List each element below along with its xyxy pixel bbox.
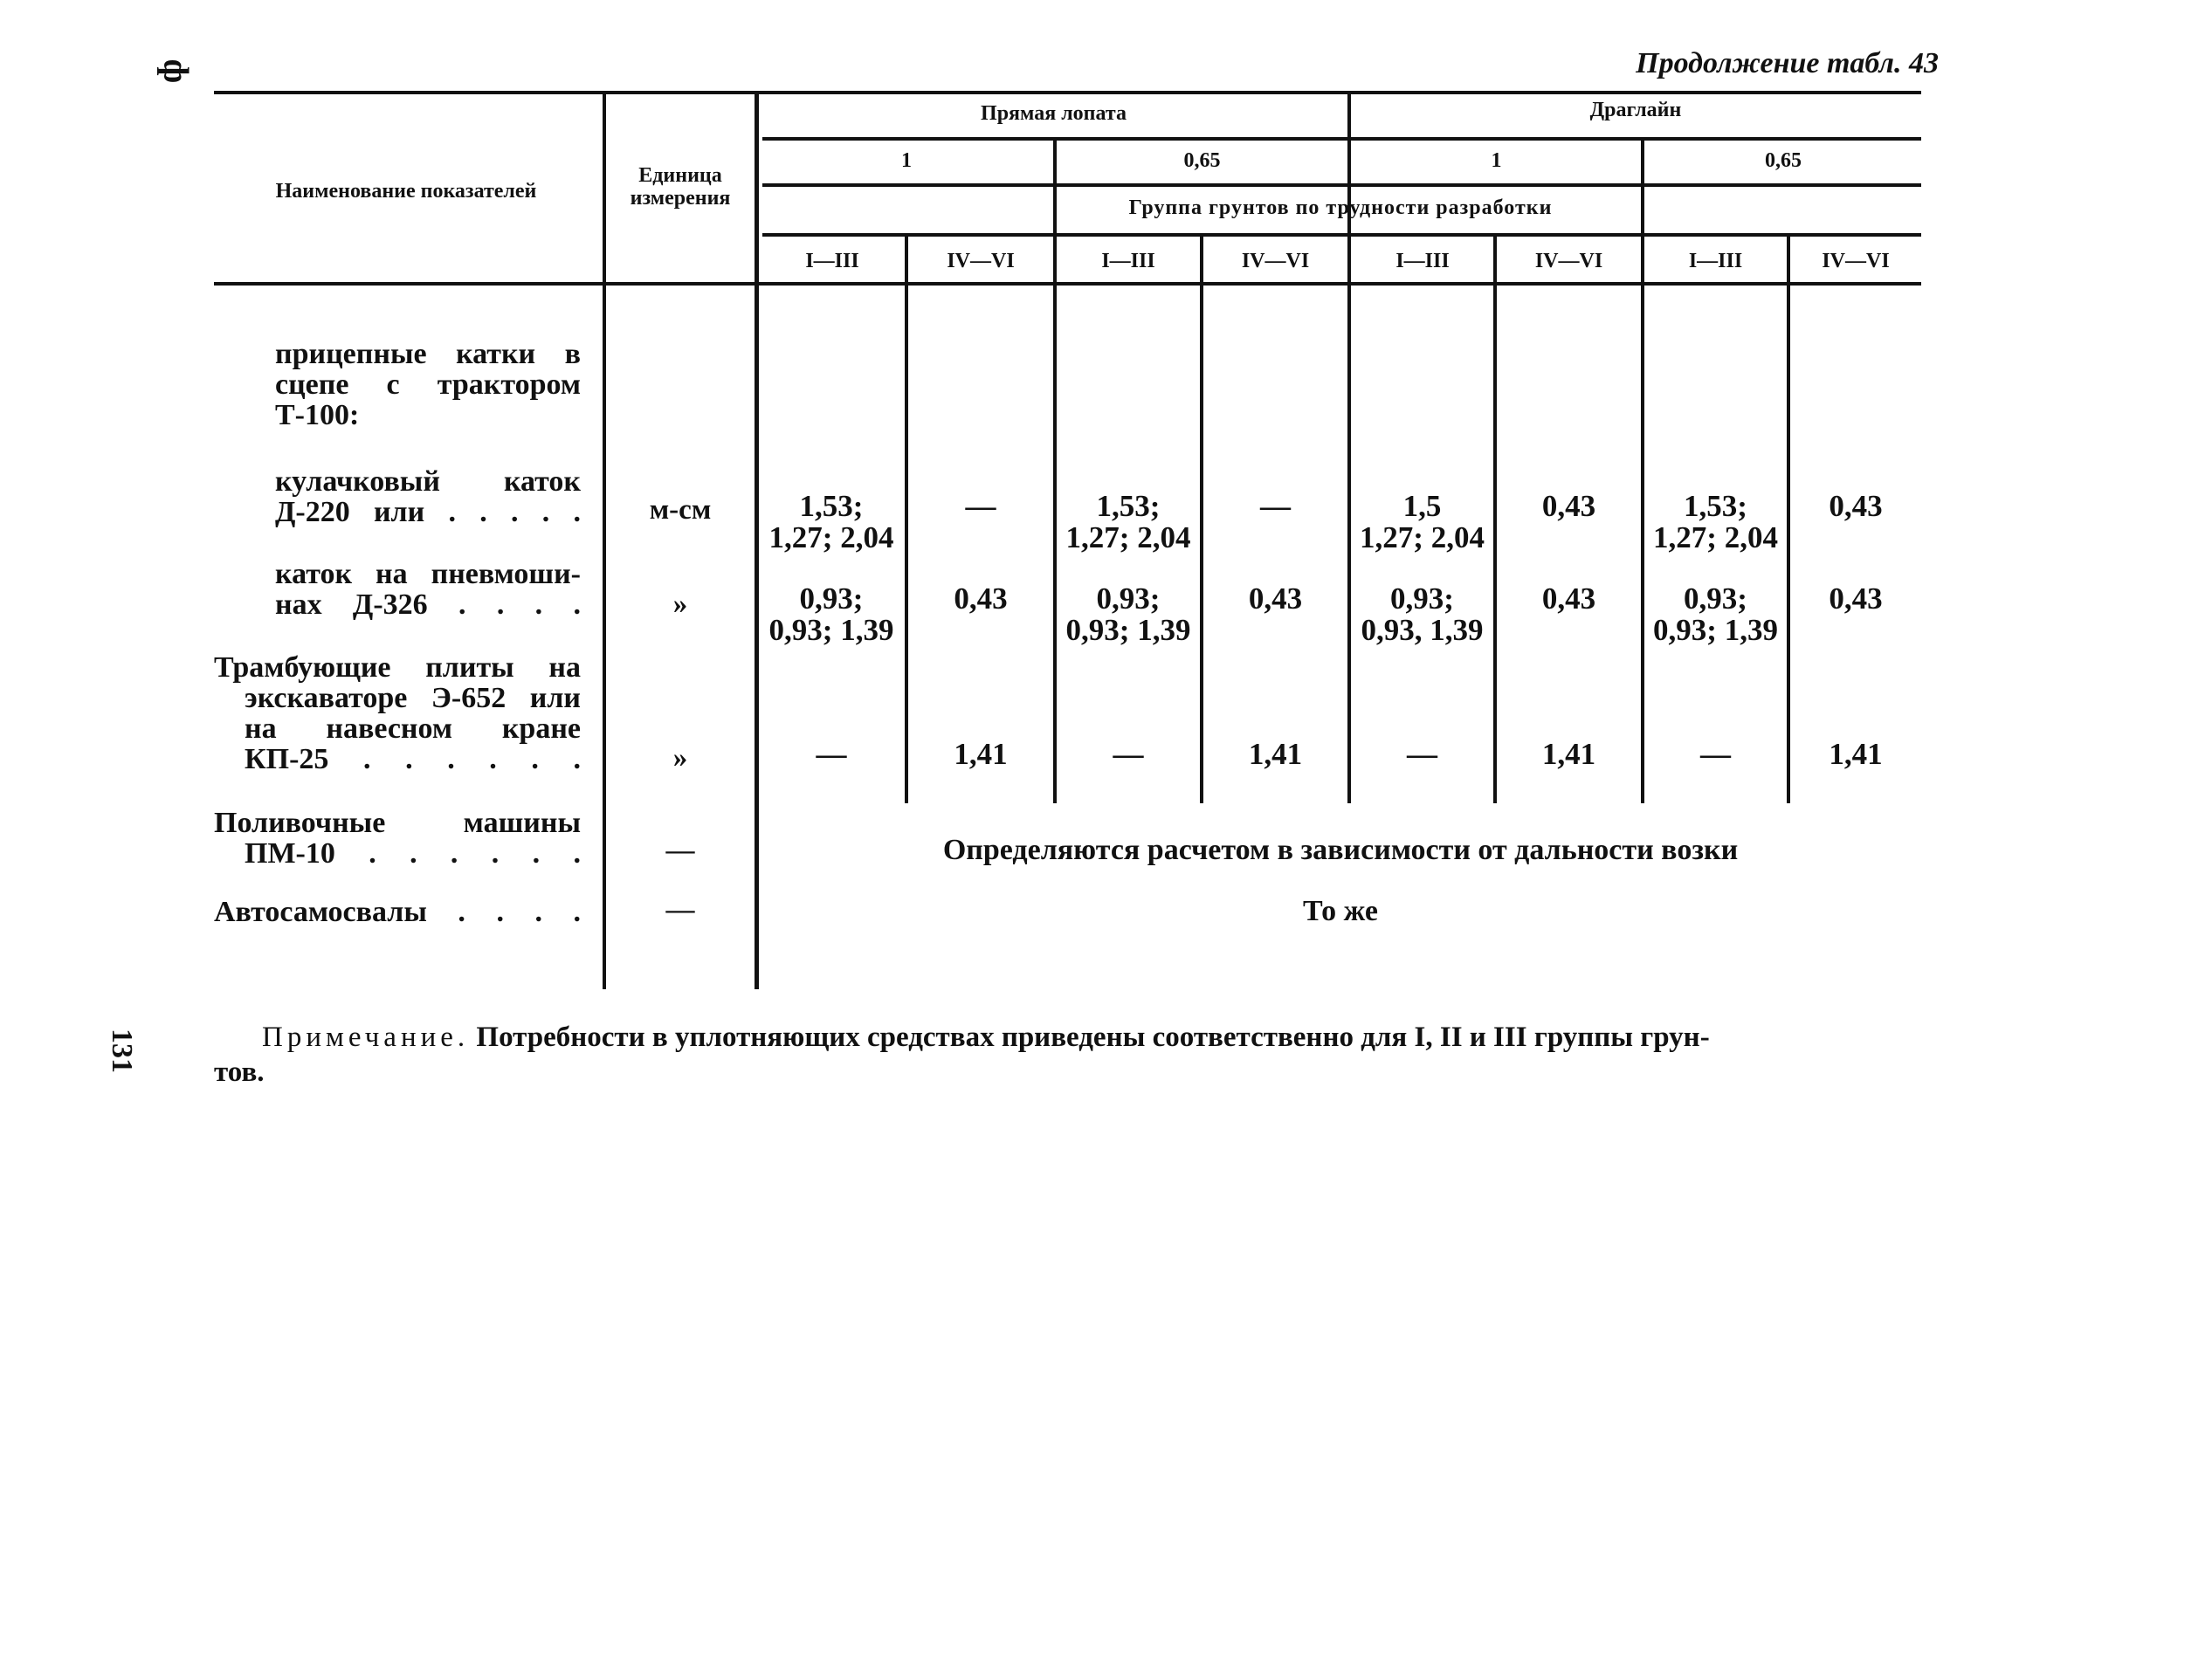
- row-watering-line2: ПМ-10 . . . . . .: [245, 837, 581, 870]
- rule-col-7: [1641, 139, 1644, 803]
- pn-cell-7-b: 0,93; 1,39: [1653, 613, 1778, 647]
- tp-cell-2: 1,41: [954, 737, 1008, 771]
- rule-header-bottom: [214, 282, 1921, 286]
- header-straight-shovel: Прямая лопата: [981, 102, 1127, 125]
- row-tamping-line4: КП-25 . . . . . .: [245, 743, 581, 775]
- cam-cell-1: [758, 491, 905, 554]
- pn-cell-5: [1351, 583, 1493, 646]
- pn-cell-6: [1497, 583, 1641, 615]
- pn-cell-1-b: 0,93; 1,39: [768, 613, 894, 647]
- header-soil-8: IV—VI: [1822, 250, 1890, 272]
- header-bucket-1-a: 1: [901, 149, 912, 172]
- cam-cell-3-b: 1,27; 2,04: [1065, 520, 1191, 554]
- pn-cell-5-a: 0,93;: [1390, 581, 1454, 616]
- row-dumpers-line1: Автосамосвалы . . . .: [214, 896, 581, 928]
- row-watering-line1: Поливочные машины: [214, 807, 581, 839]
- cam-cell-2-a: —: [965, 489, 996, 523]
- rule-soil: [762, 233, 1921, 237]
- header-name-col: Наименование показателей: [275, 180, 537, 203]
- header-unit-col: [608, 164, 753, 210]
- row-intro-line1: прицепные катки в: [275, 338, 581, 370]
- cam-cell-7-b: 1,27; 2,04: [1653, 520, 1778, 554]
- header-soil-group: Группа грунтов по трудности разработки: [1128, 196, 1553, 219]
- footnote-line2: тов.: [214, 1056, 265, 1088]
- rule-col-3: [1053, 139, 1057, 803]
- footnote-lead: Примечание.: [262, 1022, 470, 1053]
- header-dragline: Драглайн: [1589, 99, 1682, 121]
- pn-cell-8: [1790, 583, 1921, 615]
- row-pneumatic-line2: нах Д-326 . . . .: [275, 588, 581, 621]
- cam-cell-8: [1790, 491, 1921, 522]
- tp-cell-8: 1,41: [1829, 737, 1883, 771]
- row-dumpers-unit: —: [665, 894, 695, 926]
- pn-cell-7-a: 0,93;: [1684, 581, 1747, 616]
- continuation-title: Продолжение табл. 43: [1636, 47, 1939, 79]
- row-watering-label: [214, 808, 581, 869]
- rule-bucket: [762, 183, 1921, 187]
- row-pneumatic-label: [275, 559, 581, 620]
- tp-cell-6: 1,41: [1541, 737, 1596, 771]
- cam-cell-7-a: 1,53;: [1684, 489, 1747, 523]
- pn-cell-1: [758, 583, 905, 646]
- row-pneumatic-line1: каток на пневмоши-: [275, 558, 581, 590]
- row-cam-roller-line2: Д-220 или . . . . .: [275, 496, 581, 528]
- footnote: [214, 1020, 1921, 1090]
- page-number: 131: [106, 1029, 138, 1073]
- cam-cell-7: [1644, 491, 1787, 554]
- cam-cell-4: [1203, 491, 1347, 522]
- pn-cell-4: [1203, 583, 1347, 615]
- tp-cell-3: —: [1113, 737, 1144, 771]
- row-tamping-line3: на навесном кране: [245, 712, 581, 745]
- cam-cell-2: [908, 491, 1053, 522]
- cam-cell-6: [1497, 491, 1641, 522]
- cam-cell-5: [1351, 491, 1493, 554]
- header-soil-3: I—III: [1101, 250, 1155, 272]
- cam-cell-6-a: 0,43: [1541, 489, 1596, 523]
- row-intro-line3: Т-100:: [275, 399, 360, 431]
- pn-cell-1-a: 0,93;: [799, 581, 864, 616]
- row-watering-span: Определяются расчетом в зависимости от дальности возки: [942, 834, 1739, 866]
- tp-cell-7: —: [1700, 737, 1731, 771]
- tp-cell-4: 1,41: [1248, 737, 1303, 771]
- row-intro-label: [275, 339, 581, 430]
- row-pneumatic-unit: »: [672, 588, 688, 620]
- header-bucket-065-b: 0,65: [1765, 149, 1802, 172]
- header-soil-4: IV—VI: [1241, 250, 1310, 272]
- header-soil-7: I—III: [1688, 250, 1743, 272]
- footnote-text1: Потребности в уплотняющих средствах приведены соответственно для I, II и III группы грун-: [476, 1022, 1710, 1053]
- cam-cell-5-a: 1,5: [1402, 489, 1442, 523]
- header-soil-2: IV—VI: [947, 250, 1015, 272]
- cam-cell-1-b: 1,27; 2,04: [768, 520, 894, 554]
- row-tamping-label: [214, 652, 581, 774]
- row-tamping-unit: »: [672, 742, 688, 774]
- header-unit-line1: Единица: [638, 164, 722, 187]
- cam-cell-4-a: —: [1260, 489, 1291, 523]
- pn-cell-6-a: 0,43: [1541, 581, 1596, 616]
- pn-cell-8-a: 0,43: [1829, 581, 1883, 616]
- pn-cell-2-a: 0,43: [954, 581, 1008, 616]
- cam-cell-1-a: 1,53;: [799, 489, 864, 523]
- row-intro-line2: сцепе с трактором: [275, 368, 581, 401]
- pn-cell-4-a: 0,43: [1248, 581, 1303, 616]
- row-dumpers-label: [214, 897, 581, 927]
- header-soil-6: IV—VI: [1534, 250, 1603, 272]
- rule-group: [762, 137, 1921, 141]
- header-soil-5: I—III: [1395, 250, 1450, 272]
- row-cam-roller-unit: м-см: [649, 494, 712, 526]
- tp-cell-1: —: [816, 737, 847, 771]
- rule-top: [214, 91, 1921, 94]
- footnote-line1: [214, 1020, 1921, 1055]
- row-cam-roller-label: [275, 466, 581, 527]
- header-unit-line2: измерения: [630, 187, 731, 210]
- header-soil-1: I—III: [805, 250, 859, 272]
- pn-cell-7: [1644, 583, 1787, 646]
- tp-cell-5: —: [1407, 737, 1437, 771]
- pn-cell-3: [1057, 583, 1200, 646]
- header-bucket-065-a: 0,65: [1183, 149, 1221, 172]
- pn-cell-3-a: 0,93;: [1096, 581, 1161, 616]
- rule-col-name: [603, 94, 606, 989]
- row-tamping-line1: Трамбующие плиты на: [214, 651, 581, 684]
- cam-cell-5-b: 1,27; 2,04: [1360, 520, 1485, 554]
- pn-cell-3-b: 0,93; 1,39: [1065, 613, 1191, 647]
- pn-cell-5-b: 0,93, 1,39: [1361, 613, 1484, 647]
- row-dumpers-span: То же: [1303, 895, 1378, 927]
- cam-cell-3-a: 1,53;: [1096, 489, 1161, 523]
- row-cam-roller-line1: кулачковый каток: [275, 465, 581, 498]
- pn-cell-2: [908, 583, 1053, 615]
- row-watering-unit: —: [665, 835, 695, 866]
- corner-mark: ф: [156, 58, 196, 84]
- header-bucket-1-b: 1: [1491, 149, 1502, 172]
- row-tamping-line2: экскаваторе Э-652 или: [245, 682, 581, 714]
- cam-cell-3: [1057, 491, 1200, 554]
- cam-cell-8-a: 0,43: [1829, 489, 1883, 523]
